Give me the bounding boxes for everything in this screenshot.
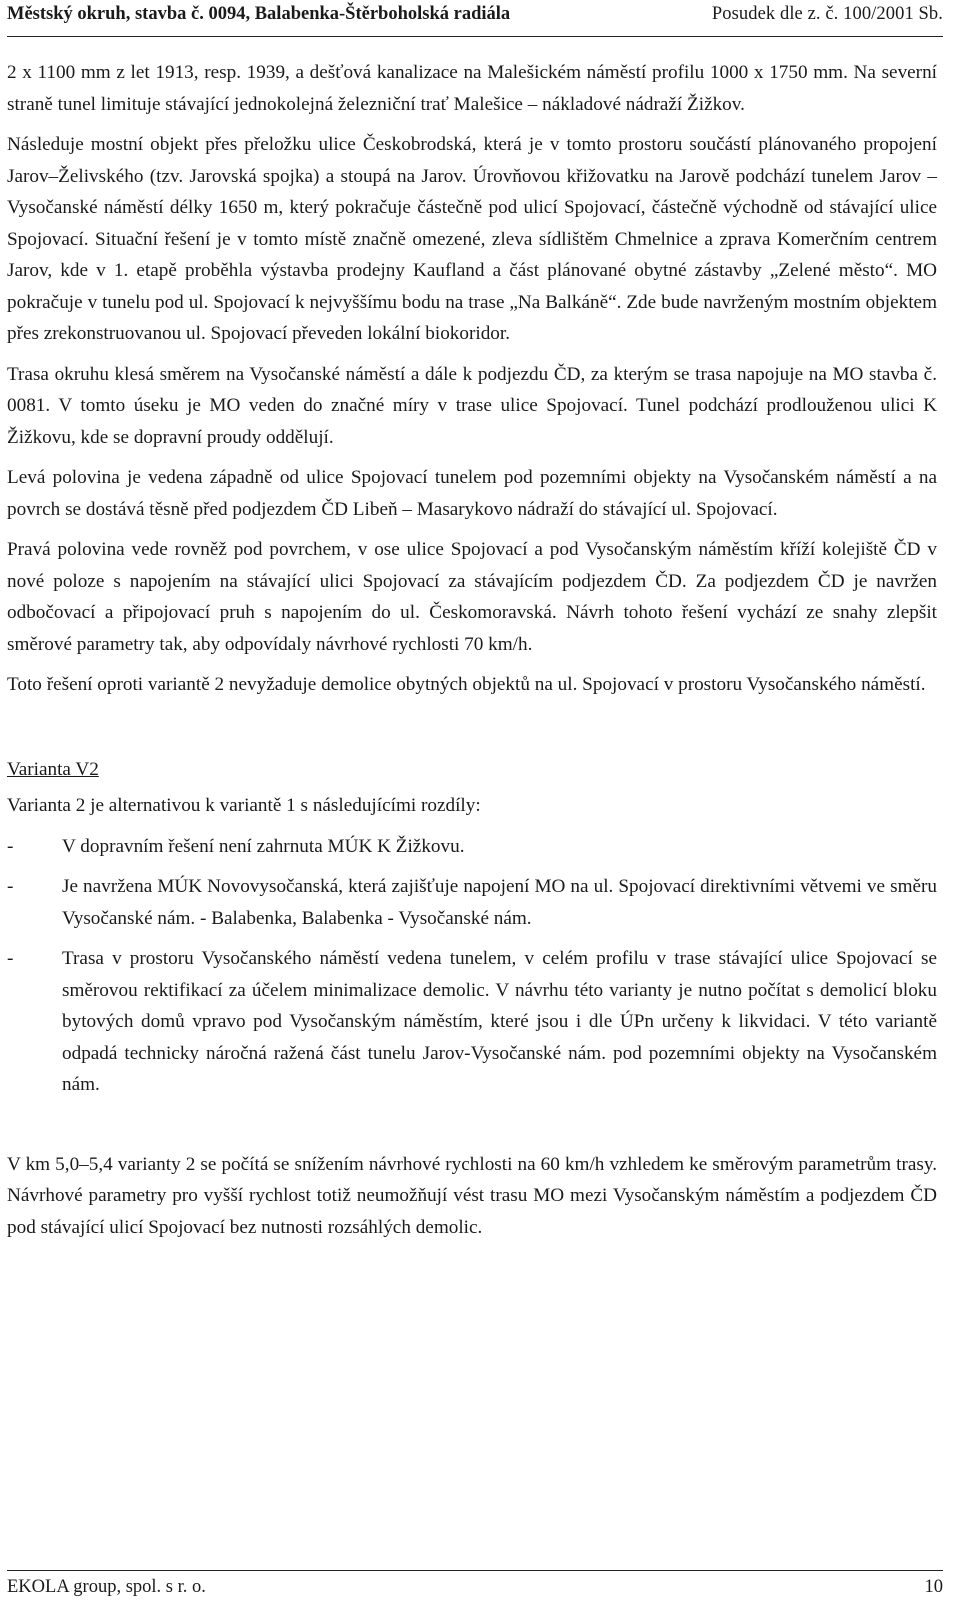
paragraph: V km 5,0–5,4 varianty 2 se počítá se snížením návrhové rychlosti na 60 km/h vzhledem ke směrovým parametrům trasy. Návrhové parametry pro vyšší rychlost totiž neumožňují vést trasu MO mezi Vysočanským náměstím a podjezdem ČD pod stávající ulicí Spojovací bez nutnosti rozsáhlých demolic. xyxy=(7,1153,937,1238)
paragraph: Toto řešení oproti variantě 2 nevyžaduje demolice obytných objektů na ul. Spojovací v prostoru Vysočanského náměstí. xyxy=(7,674,926,695)
section-intro: Varianta 2 je alternativou k variantě 1 s následujícími rozdíly: xyxy=(7,795,481,816)
list-item xyxy=(7,871,937,934)
document-title: Městský okruh, stavba č. 0094, Balabenka-Štěrboholská radiála xyxy=(7,4,511,24)
list-item xyxy=(7,943,937,1101)
section-heading: Varianta V2 xyxy=(7,758,99,780)
list-dash: - xyxy=(7,835,14,857)
paragraph: Levá polovina je vedena západně od ulice Spojovací tunelem pod pozemními objekty na Vysočanském náměstí a na povrch se dostává těsně před podjezdem ČD Libeň – Masarykovo nádraží do stávající ul. Spojovací. xyxy=(7,467,937,520)
document-reference: Posudek dle z. č. 100/2001 Sb. xyxy=(711,4,943,24)
paragraph: Pravá polovina vede rovněž pod povrchem, v ose ulice Spojovací a pod Vysočanským náměstím kříží kolejiště ČD v nové poloze s napojením na stávající ulici Spojovací za stávajícím podjezdem ČD. Za podjezdem ČD je navržen odbočovací a připojovací pruh s napojením do ul. Českomoravská. Návrh tohoto řešení vychází ze snahy zlepšit směrové parametry tak, aby odpovídaly návrhové rychlosti 70 km/h. xyxy=(7,539,937,655)
list-dash: - xyxy=(7,876,14,897)
list-dash: - xyxy=(7,948,14,969)
paragraph: Následuje mostní objekt přes přeložku ulice Českobrodská, která je v tomto prostoru součástí plánovaného propojení Jarov–Želivského (tzv. Jarovská spojka) a stoupá na Jarov. Úrovňovou křižovatku na Jarově podchází tunelem Jarov – Vysočanské náměstí délky 1650 m, který pokračuje částečně pod ulicí Spojovací, částečně východně od stávající ulice Spojovací. Situační řešení je v tomto místě značně omezené, zleva sídlištěm Chmelnice a zprava Komerčním centrem Jarov, kde v 1. etapě proběhla výstavba prodejny Kaufland a část plánované obytné zástavby „Zelené město“. MO pokračuje v tunelu pod ul. Spojovací k nejvyššímu bodu na trase „Na Balkáně“. Zde bude navrženým mostním objektem přes zrekonstruovanou ul. Spojovací převeden lokální biokoridor. xyxy=(7,134,937,344)
paragraph: Trasa okruhu klesá směrem na Vysočanské náměstí a dále k podjezdu ČD, za kterým se trasa napojuje na MO stavba č. 0081. V tomto úseku je MO veden do značné míry v trase ulice Spojovací. Tunel podchází prodlouženou ulici K Žižkovu, kde se dopravní proudy oddělují. xyxy=(7,363,937,448)
page-header xyxy=(7,2,943,37)
differences-list xyxy=(7,831,937,1101)
page-footer xyxy=(7,1570,943,1599)
list-item-text: V dopravním řešení není zahrnuta MÚK K Žižkovu. xyxy=(62,835,465,857)
company-name: EKOLA group, spol. s r. o. xyxy=(7,1577,206,1597)
list-item xyxy=(7,831,937,863)
page-body xyxy=(7,57,937,1252)
list-item-text: Je navržena MÚK Novovysočanská, která zajišťuje napojení MO na ul. Spojovací direktivními větvemi ve směru Vysočanské nám. - Balabenka, Balabenka - Vysočanské nám. xyxy=(62,876,937,929)
page-number: 10 xyxy=(924,1577,943,1597)
list-item-text: Trasa v prostoru Vysočanského náměstí vedena tunelem, v celém profilu v trase stávající ulice Spojovací se směrovou rektifikací za účelem minimalizace demolic. V návrhu této varianty je nutno počítat s demolicí bloku bytových domů vpravo pod Vysočanským náměstím, které jsou i dle ÚPn určeny k likvidaci. V této variantě odpadá technicky náročná ražená část tunelu Jarov-Vysočanské nám. pod pozemními objekty na Vysočanském nám. xyxy=(62,948,937,1095)
paragraph: 2 x 1100 mm z let 1913, resp. 1939, a dešťová kanalizace na Malešickém náměstí profilu 1000 x 1750 mm. Na severní straně tunel limituje stávající jednokolejná železniční trať Malešice – nákladové nádraží Žižkov. xyxy=(7,62,937,115)
